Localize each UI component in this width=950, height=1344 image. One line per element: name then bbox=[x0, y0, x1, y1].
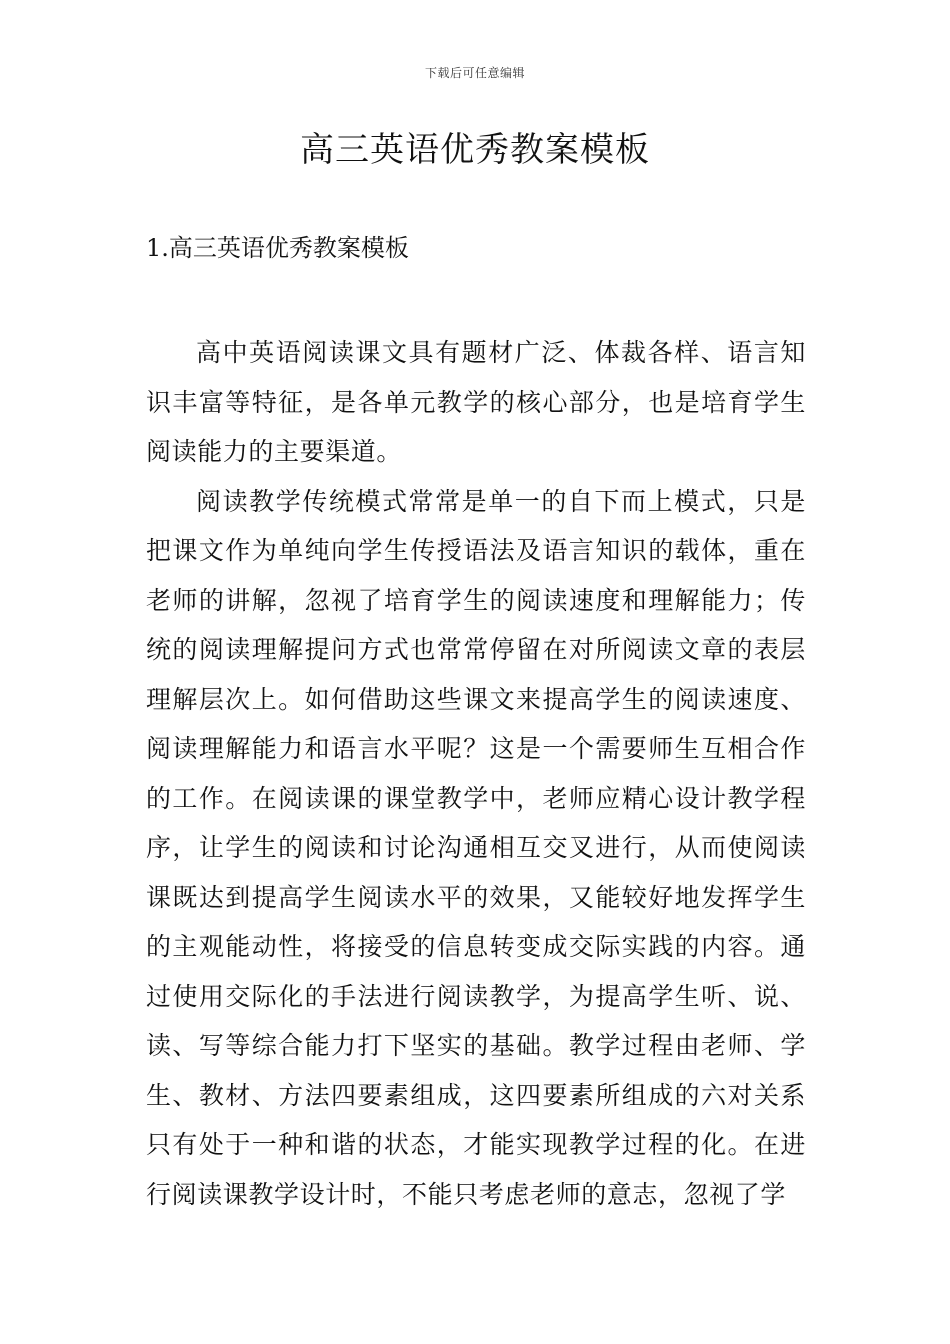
header-note: 下载后可任意编辑 bbox=[424, 66, 525, 80]
paragraph: 阅读教学传统模式常常是单一的自下而上模式，只是把课文作为单纯向学生传授语法及语言知识的载体，重在老师的讲解，忽视了培育学生的阅读速度和理解能力；传统的阅读理解提问方式也常常停留在对所阅读文章的表层理解层次上。如何借助这些课文来提高学生的阅读速度、阅读理解能力和语言水平呢？这是一个需要师生互相合作的工作。在阅读课的课堂教学中，老师应精心设计教学程序，让学生的阅读和讨论沟通相互交叉进行，从而使阅读课既达到提高学生阅读水平的效果，又能较好地发挥学生的主观能动性，将接受的信息转变成交际实践的内容。通过使用交际化的手法进行阅读教学，为提高学生听、说、读、写等综合能力打下坚实的基础。教学过程由老师、学生、教材、方法四要素组成，这四要素所组成的六对关系只有处于一种和谐的状态，才能实现教学过程的化。在进行阅读课教学设计时，不能只考虑老师的意志，忽视了学 bbox=[146, 486, 806, 1209]
document-title: 高三英语优秀教案模板 bbox=[300, 130, 650, 170]
paragraph: 高中英语阅读课文具有题材广泛、体裁各样、语言知识丰富等特征，是各单元教学的核心部分，也是培育学生阅读能力的主要渠道。 bbox=[146, 338, 806, 466]
section-heading: 1.高三英语优秀教案模板 bbox=[146, 234, 409, 262]
body-text bbox=[146, 328, 806, 1219]
